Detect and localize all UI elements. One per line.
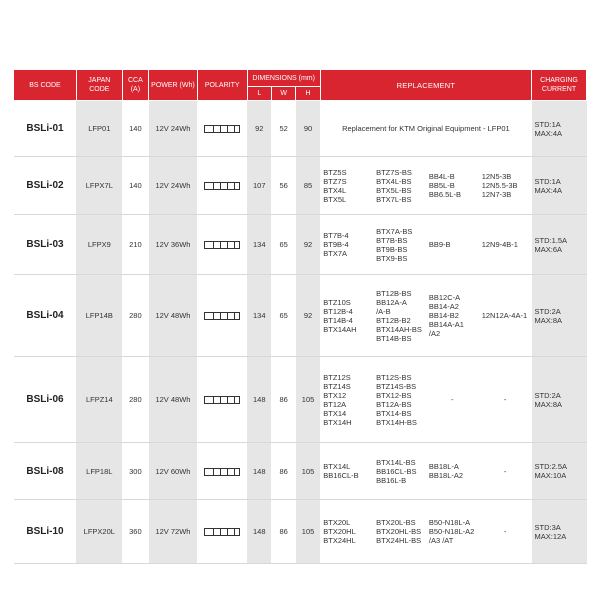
dim-h-cell: 105 xyxy=(296,357,320,443)
replacement-code: BT12B-4 xyxy=(323,306,353,316)
charging-cell xyxy=(532,500,587,564)
replacement-code: - xyxy=(503,527,507,536)
japan-code-cell: LFPX9 xyxy=(76,215,122,275)
bs-code-cell: BSLi-04 xyxy=(14,275,77,357)
dim-l-cell: 92 xyxy=(247,101,271,157)
replacement-code: BTX12 xyxy=(323,390,347,400)
replacement-code: BTX14L-BS xyxy=(376,457,416,467)
replacement-cell xyxy=(479,275,532,357)
polarity-icon xyxy=(204,125,240,133)
charging-max: MAX:6A xyxy=(534,244,563,254)
charging-std: STD:1A xyxy=(534,119,561,129)
polarity-icon xyxy=(204,528,240,536)
replacement-code: BTZ5S xyxy=(323,167,347,177)
japan-code-cell: LFP18L xyxy=(76,443,122,500)
replacement-cell xyxy=(426,500,479,564)
cca-cell: 140 xyxy=(122,157,148,215)
power-cell: 12V 60Wh xyxy=(149,443,198,500)
charging-cell xyxy=(532,215,587,275)
bs-code-cell: BSLi-06 xyxy=(14,357,77,443)
replacement-code: BTZ12S xyxy=(323,372,351,382)
polarity-icon xyxy=(204,468,240,476)
polarity-cell xyxy=(197,101,247,157)
replacement-code: BTZ14S xyxy=(323,381,351,391)
table-row xyxy=(14,500,587,564)
charging-max: MAX:10A xyxy=(534,471,567,480)
japan-code-cell: LFP14B xyxy=(76,275,122,357)
replacement-code: BT7B-4 xyxy=(323,231,349,240)
polarity-cell xyxy=(197,215,247,275)
table-row xyxy=(14,357,587,443)
replacement-cell xyxy=(426,157,479,215)
header-charging-current: CHARGING CURRENT xyxy=(532,70,587,101)
replacement-code: BTX9-BS xyxy=(376,253,408,263)
replacement-cell xyxy=(479,157,532,215)
japan-code-cell: LFPZ14 xyxy=(76,357,122,443)
table-row xyxy=(14,443,587,500)
replacement-code: BTX14AH xyxy=(323,324,357,334)
replacement-code: BTX7A-BS xyxy=(376,226,413,236)
replacement-code: BB12A-A xyxy=(376,297,407,307)
table-row xyxy=(14,101,587,157)
header-bs-code: BS CODE xyxy=(14,70,77,101)
replacement-code: 12N5-3B xyxy=(481,172,512,181)
cca-cell: 360 xyxy=(122,500,148,564)
replacement-cell xyxy=(373,500,426,564)
replacement-cell xyxy=(373,443,426,500)
replacement-cell xyxy=(320,443,373,500)
charging-std: STD:2.5A xyxy=(534,462,568,471)
polarity-cell xyxy=(197,157,247,215)
charging-max: MAX:12A xyxy=(534,531,567,541)
bs-code-cell: BSLi-10 xyxy=(14,500,77,564)
replacement-cell xyxy=(479,215,532,275)
dim-w-cell: 86 xyxy=(271,443,295,500)
replacement-code: B50-N18L-A xyxy=(428,518,471,527)
power-cell: 12V 48Wh xyxy=(149,275,198,357)
replacement-code: BTX14L xyxy=(323,462,351,471)
replacement-code: /A2 xyxy=(428,329,441,338)
replacement-code: BT9B-4 xyxy=(323,240,349,249)
charging-cell xyxy=(532,101,587,157)
replacement-code: BT12A xyxy=(323,399,347,409)
dim-l-cell: 148 xyxy=(247,500,271,564)
replacement-code: BTX5L xyxy=(323,194,347,204)
replacement-code: BTX20L-BS xyxy=(376,518,416,527)
replacement-cell xyxy=(426,443,479,500)
replacement-code: BTX20HL xyxy=(323,527,356,536)
dim-h-cell: 90 xyxy=(296,101,320,157)
cca-cell: 280 xyxy=(122,275,148,357)
replacement-code: BTZ7S xyxy=(323,176,347,186)
replacement-cell xyxy=(320,357,373,443)
polarity-icon xyxy=(204,241,240,249)
replacement-cell xyxy=(479,500,532,564)
dim-w-cell: 65 xyxy=(271,215,295,275)
replacement-code: 12N7-3B xyxy=(481,190,512,199)
bs-code-cell: BSLi-01 xyxy=(14,101,77,157)
charging-cell xyxy=(532,157,587,215)
header-dim-l: L xyxy=(247,87,271,101)
replacement-code: BTZ14S-BS xyxy=(376,381,417,391)
table-body xyxy=(14,101,587,564)
replacement-span-cell: Replacement for KTM Original Equipment - LFP01 xyxy=(320,101,531,157)
cca-cell: 300 xyxy=(122,443,148,500)
replacement-code: BT9B-BS xyxy=(376,244,408,254)
replacement-code: B50-N18L-A2 xyxy=(428,527,475,536)
replacement-code: - xyxy=(451,395,454,404)
header-dim-h: H xyxy=(296,87,320,101)
replacement-code: BTX24HL xyxy=(323,536,356,545)
polarity-icon xyxy=(204,396,240,404)
charging-std: STD:3A xyxy=(534,522,561,532)
cca-cell: 280 xyxy=(122,357,148,443)
replacement-code: BT14B-BS xyxy=(376,333,412,343)
japan-code-cell: LFPX7L xyxy=(76,157,122,215)
power-cell: 12V 36Wh xyxy=(149,215,198,275)
polarity-cell xyxy=(197,357,247,443)
replacement-cell xyxy=(320,500,373,564)
polarity-cell xyxy=(197,443,247,500)
polarity-cell xyxy=(197,275,247,357)
dim-l-cell: 148 xyxy=(247,443,271,500)
header-dim-w: W xyxy=(271,87,295,101)
replacement-cell xyxy=(479,443,532,500)
polarity-cell xyxy=(197,500,247,564)
bs-code-cell: BSLi-02 xyxy=(14,157,77,215)
replacement-code: BTX20HL-BS xyxy=(376,527,422,536)
charging-max: MAX:8A xyxy=(534,399,563,409)
charging-cell xyxy=(532,443,587,500)
replacement-code: BTZ7S-BS xyxy=(376,167,412,177)
replacement-code: BT7B-BS xyxy=(376,235,408,245)
replacement-cell xyxy=(373,357,426,443)
replacement-code: BTX14-BS xyxy=(376,408,412,418)
charging-cell xyxy=(532,357,587,443)
replacement-code: BB6.5L-B xyxy=(428,190,461,199)
replacement-code: BTX12-BS xyxy=(376,390,412,400)
dim-l-cell: 107 xyxy=(247,157,271,215)
replacement-code: BTX7A xyxy=(323,249,348,258)
replacement-cell xyxy=(479,357,532,443)
charging-max: MAX:8A xyxy=(534,315,563,325)
power-cell: 12V 72Wh xyxy=(149,500,198,564)
power-cell: 12V 24Wh xyxy=(149,101,198,157)
replacement-code: /A3 /AT xyxy=(428,536,454,545)
replacement-code: BT12A-BS xyxy=(376,399,412,409)
replacement-code: 12N9-4B-1 xyxy=(481,240,518,249)
replacement-code: BTX4L-BS xyxy=(376,176,412,186)
charging-std: STD:1.5A xyxy=(534,235,568,245)
replacement-code: BB14-A2 xyxy=(428,302,459,311)
charging-std: STD:2A xyxy=(534,306,561,316)
header-cca: CCA (A) xyxy=(122,70,148,101)
japan-code-cell: LFP01 xyxy=(76,101,122,157)
replacement-code: BTX7L-BS xyxy=(376,194,412,204)
replacement-code: - xyxy=(503,466,507,476)
charging-max: MAX:4A xyxy=(534,128,563,138)
replacement-code: BTX14H-BS xyxy=(376,417,417,427)
battery-spec-table xyxy=(13,69,587,564)
dim-h-cell: 105 xyxy=(296,443,320,500)
replacement-code: 12N5.5-3B xyxy=(481,181,518,190)
dim-h-cell: 92 xyxy=(296,275,320,357)
replacement-code: BTX4L xyxy=(323,185,347,195)
replacement-cell xyxy=(373,275,426,357)
dim-h-cell: 92 xyxy=(296,215,320,275)
replacement-code: BTX20L xyxy=(323,518,351,527)
replacement-cell xyxy=(426,215,479,275)
dim-l-cell: 134 xyxy=(247,275,271,357)
japan-code-cell: LFPX20L xyxy=(76,500,122,564)
replacement-code: BT14B-4 xyxy=(323,315,353,325)
charging-std: STD:2A xyxy=(534,390,561,400)
replacement-code: BB14A-A1 xyxy=(428,320,464,329)
cca-cell: 140 xyxy=(122,101,148,157)
replacement-cell xyxy=(320,275,373,357)
charging-max: MAX:4A xyxy=(534,185,563,195)
replacement-code: BB14-B2 xyxy=(428,311,459,320)
header-replacement: REPLACEMENT xyxy=(320,70,531,101)
dim-l-cell: 134 xyxy=(247,215,271,275)
replacement-code: BB16L-B xyxy=(376,475,407,485)
replacement-code: BTX5L-BS xyxy=(376,185,412,195)
replacement-code: BTX14 xyxy=(323,408,347,418)
header-power: POWER (Wh) xyxy=(149,70,198,101)
replacement-cell xyxy=(426,275,479,357)
replacement-code: BB5L-B xyxy=(428,181,455,190)
replacement-code: BB18L-A xyxy=(428,462,459,471)
charging-std: STD:1A xyxy=(534,176,561,186)
replacement-code: BB18L-A2 xyxy=(428,471,464,480)
replacement-cell xyxy=(373,157,426,215)
table-row xyxy=(14,157,587,215)
replacement-code: BB4L-B xyxy=(428,172,455,181)
power-cell: 12V 48Wh xyxy=(149,357,198,443)
header-polarity: POLARITY xyxy=(197,70,247,101)
replacement-code: BT12B-B2 xyxy=(376,315,411,325)
dim-l-cell: 148 xyxy=(247,357,271,443)
replacement-code: BTX14AH-BS xyxy=(376,324,422,334)
dim-w-cell: 86 xyxy=(271,357,295,443)
replacement-code: BTX14H xyxy=(323,417,352,427)
dim-h-cell: 85 xyxy=(296,157,320,215)
replacement-code: BB16CL-BS xyxy=(376,466,417,476)
replacement-code: - xyxy=(503,395,507,404)
replacement-code: 12N12A-4A-1 xyxy=(481,311,528,320)
replacement-cell xyxy=(373,215,426,275)
polarity-icon xyxy=(204,312,240,320)
header-dimensions: DIMENSIONS (mm) xyxy=(247,70,320,87)
bs-code-cell: BSLi-03 xyxy=(14,215,77,275)
table-row xyxy=(14,275,587,357)
replacement-code: BT12B-BS xyxy=(376,288,412,298)
header-japan-code: JAPAN CODE xyxy=(76,70,122,101)
power-cell: 12V 24Wh xyxy=(149,157,198,215)
dim-w-cell: 56 xyxy=(271,157,295,215)
replacement-code: BB9-B xyxy=(428,240,451,249)
dim-w-cell: 65 xyxy=(271,275,295,357)
replacement-code: BB16CL-B xyxy=(323,471,359,480)
cca-cell: 210 xyxy=(122,215,148,275)
dim-h-cell: 105 xyxy=(296,500,320,564)
dim-w-cell: 52 xyxy=(271,101,295,157)
replacement-cell xyxy=(426,357,479,443)
replacement-code: /A-B xyxy=(376,306,391,316)
table-row xyxy=(14,215,587,275)
replacement-code: BB12C-A xyxy=(428,293,461,302)
polarity-icon xyxy=(204,182,240,190)
bs-code-cell: BSLi-08 xyxy=(14,443,77,500)
dim-w-cell: 86 xyxy=(271,500,295,564)
replacement-cell xyxy=(320,215,373,275)
replacement-cell xyxy=(320,157,373,215)
charging-cell xyxy=(532,275,587,357)
replacement-code: BTX24HL-BS xyxy=(376,536,422,545)
replacement-code: BT12S-BS xyxy=(376,372,412,382)
replacement-code: BTZ10S xyxy=(323,297,351,307)
